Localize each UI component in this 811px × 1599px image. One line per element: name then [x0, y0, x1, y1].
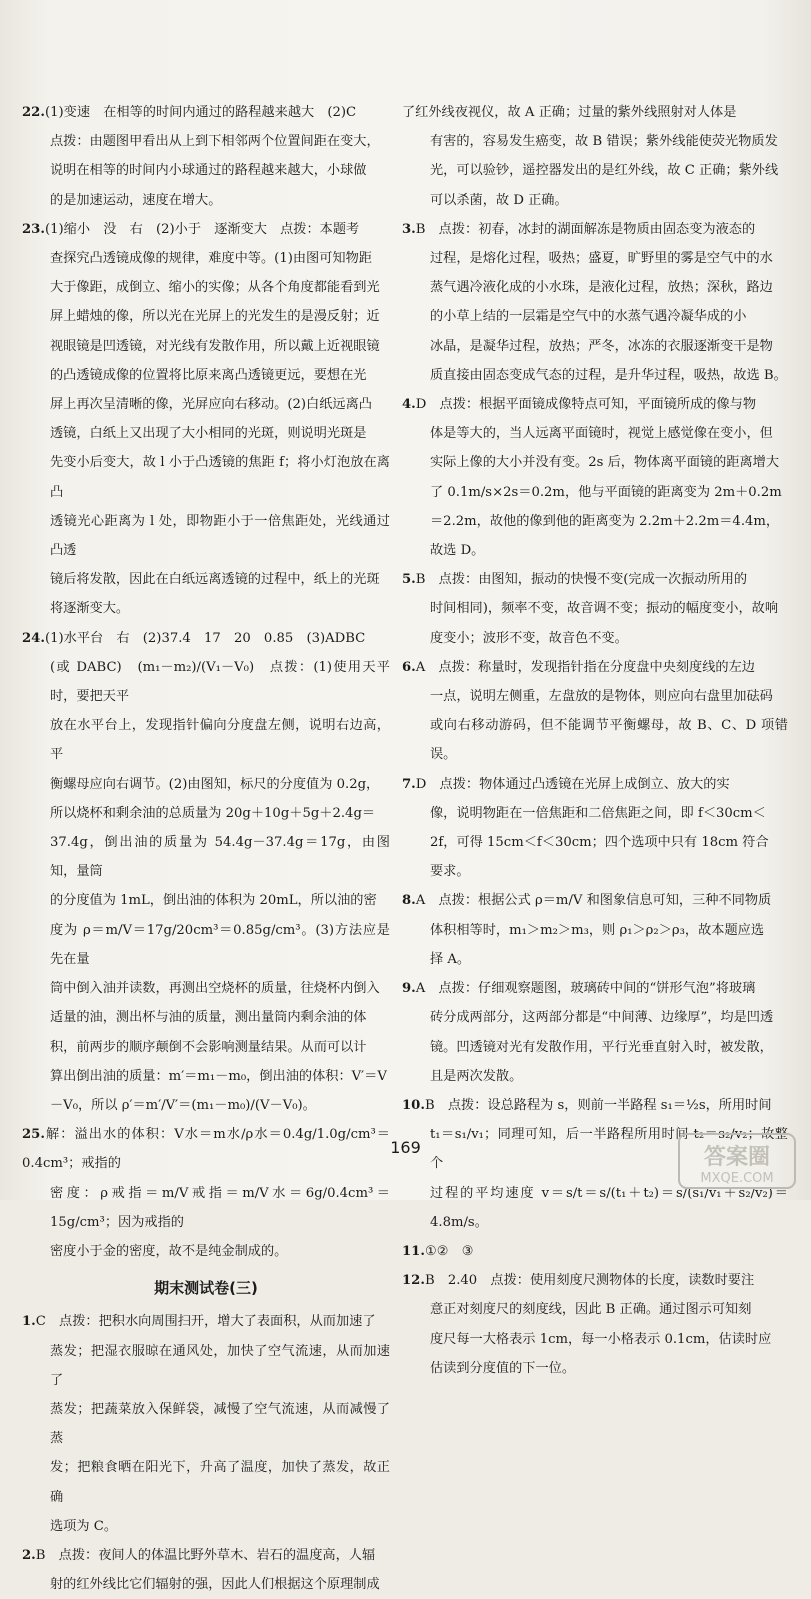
answer-line: [402, 653, 788, 682]
answer-text: 要求。: [430, 864, 470, 880]
answer-text: 过程，是熔化过程，吸热；盛夏，旷野里的雾是空气中的水: [430, 251, 773, 267]
answer-text: 透镜光心距离为 l 处，即物距小于一倍焦距处，光线通过凸透: [50, 513, 390, 559]
answer-line: [22, 332, 390, 361]
answer-text: B 点拨：初春，冰封的湖面解冻是物质由固态变为液态的: [415, 221, 756, 237]
answer-text: 蒸发；把蔬菜放入保鲜袋，减慢了空气流速，从而减慢了蒸: [50, 1401, 390, 1447]
answer-line: [22, 1453, 390, 1511]
answer-text: 过程的平均速度 v＝s/t＝s/(t₁＋t₂)＝s/(s₁/v₁＋s₂/v₂)＝4.8m/s。: [430, 1185, 788, 1230]
answer-number: 7.: [402, 776, 416, 792]
answer-number: 8.: [402, 893, 416, 909]
answer-item: [402, 565, 788, 653]
answer-text: 体积相等时，m₁＞m₂＞m₃，则 ρ₁＞ρ₂＞ρ₃，故本题应选: [430, 922, 765, 938]
answer-line: [22, 244, 390, 273]
answer-text: ①② ③: [424, 1243, 474, 1259]
answer-item: [22, 215, 390, 624]
answer-line: [402, 1091, 788, 1120]
answer-text: 或向右移动游码，但不能调节平衡螺母，故 B、C、D 项错误。: [430, 718, 788, 763]
answer-text: 射的红外线比它们辐射的强，因此人们根据这个原理制成: [50, 1577, 380, 1593]
answer-line: [22, 1033, 390, 1062]
answer-text: 度尺每一大格表示 1cm，每一小格表示 0.1cm，估读时应: [430, 1331, 772, 1347]
answer-line: [22, 916, 390, 974]
answer-text: 查探究凸透镜成像的规律，难度中等。(1)由图可知物距: [50, 251, 372, 267]
answer-number: 3.: [402, 221, 416, 237]
answer-line: [22, 1541, 390, 1570]
answer-line: [402, 127, 788, 156]
answer-text: 的是加速运动，速度在增大。: [50, 192, 222, 208]
answer-line: [402, 302, 788, 331]
answer-line: [22, 1237, 390, 1266]
answer-line: [22, 799, 390, 828]
answer-line: [22, 770, 390, 799]
answer-item: [22, 1307, 390, 1541]
answer-text: 屏上再次呈清晰的像，光屏应向右移动。(2)白纸远离凸: [50, 397, 372, 413]
answer-line: [22, 127, 390, 156]
answer-line: [402, 594, 788, 623]
answer-text: 故选 D。: [430, 543, 485, 559]
answer-text: A 点拨：称量时，发现指针指在分度盘中央刻度线的左边: [415, 659, 755, 675]
answer-number: 23.: [22, 221, 45, 237]
answer-text: 放在水平台上，发现指针偏向分度盘左侧，说明右边高，平: [50, 718, 390, 763]
answer-line: [402, 1062, 788, 1091]
answer-text: A 点拨：仔细观察题图，玻璃砖中间的“饼形气泡”将玻璃: [415, 981, 756, 997]
answer-text: 有害的，容易发生癌变，故 B 错误；紫外线能使荧光物质发: [430, 134, 778, 150]
answer-line: [402, 770, 788, 799]
answer-line: [402, 448, 788, 477]
answer-line: [402, 857, 788, 886]
answer-text: (1)变速 在相等的时间内通过的路程越来越大 (2)C: [44, 105, 357, 120]
answer-item: [22, 98, 390, 215]
answer-line: [402, 273, 788, 302]
answer-line: [402, 156, 788, 185]
answer-line: [22, 1512, 390, 1541]
answer-text: 且是两次发散。: [430, 1068, 523, 1084]
answer-text: 的凸透镜成像的位置将比原来离凸透镜更远，要想在光: [50, 367, 367, 383]
answer-line: [22, 653, 390, 711]
answer-text: B 2.40 点拨：使用刻度尺测物体的长度，读数时要注: [424, 1273, 755, 1289]
answer-line: [402, 1354, 788, 1383]
answer-line: [22, 98, 390, 127]
answer-text: 筒中倒入油并读数，再测出空烧杯的质量，往烧杯内倒入: [50, 981, 380, 997]
answer-item: [402, 886, 788, 974]
answer-text: 解：溢出水的体积：V水＝m水/ρ水＝0.4g/1.0g/cm³＝0.4cm³；戒指的: [22, 1127, 390, 1172]
answer-text: 质直接由固态变成气态的过程，是升华过程，吸热，故选 B。: [430, 367, 787, 383]
answer-line: [402, 98, 788, 127]
answer-text: 砖分成两部分，这两部分都是“中间薄、边缘厚”，均是凹透: [430, 1010, 774, 1026]
answer-text: 像，说明物距在一倍焦距和二倍焦距之间，即 f＜30cm＜: [430, 805, 766, 821]
answer-line: [22, 974, 390, 1003]
answer-line: [402, 974, 788, 1003]
answer-line: [402, 536, 788, 565]
answer-line: [22, 594, 390, 623]
answer-line: [22, 1062, 390, 1091]
svg-text:MXQE.COM: MXQE.COM: [700, 1171, 774, 1186]
answer-line: [22, 361, 390, 390]
answer-line: [22, 186, 390, 215]
answer-text: B 点拨：设总路程为 s，则前一半路程 s₁＝½s，所用时间: [424, 1097, 772, 1113]
answer-text: 蒸气遇冷液化成的小水珠，是液化过程，放热；深秋，路边: [430, 280, 773, 296]
answer-line: [22, 1179, 390, 1237]
answer-line: [402, 1325, 788, 1354]
answer-line: [402, 565, 788, 594]
answer-line: [402, 711, 788, 769]
answer-text: 适量的油，测出杯与油的质量，测出量筒内剩余油的体: [50, 1010, 367, 1026]
answer-text: 说明在相等的时间内小球通过的路程越来越大，小球做: [50, 163, 367, 179]
answer-line: [402, 916, 788, 945]
answer-text: 密度小于金的密度，故不是纯金制成的。: [50, 1243, 288, 1259]
answer-number: 9.: [402, 981, 416, 997]
answer-text: 体是等大的，当人远离平面镜时，视觉上感觉像在变小，但: [430, 426, 773, 442]
answer-item: [402, 390, 788, 565]
answer-text: 密度：ρ戒指＝m/V戒指＝m/V水＝6g/0.4cm³＝15g/cm³；因为戒指的: [50, 1185, 390, 1230]
answer-text: 可以杀菌，故 D 正确。: [430, 192, 568, 208]
answer-number: 11.: [402, 1243, 425, 1259]
answer-line: [22, 273, 390, 302]
answer-line: [22, 711, 390, 769]
answer-text: 度变小；波形不变，故音色不变。: [430, 630, 628, 646]
answer-number: 5.: [402, 572, 416, 588]
answer-text: ＝2.2m，故他的像到他的距离变为 2.2m＋2.2m＝4.4m，: [430, 513, 780, 529]
answer-text: 的小草上结的一层霜是空气中的水蒸气遇冷凝华成的小: [430, 309, 747, 325]
answer-text: 蒸发；把湿衣服晾在通风处，加快了空气流速，从而加速了: [50, 1343, 390, 1388]
answer-text: 镜。凹透镜对光有发散作用，平行光垂直射入时，被发散，: [430, 1039, 773, 1055]
answer-text: 光，可以验钞，遥控器发出的是红外线，故 C 正确；紫外线: [430, 163, 779, 179]
answer-text: 择 A。: [430, 951, 471, 967]
answer-line: [22, 390, 390, 419]
answer-text: 先变小后变大，故 l 小于凸透镜的焦距 f；将小灯泡放在离凸: [50, 455, 390, 500]
answer-line: [402, 419, 788, 448]
answer-line: [402, 507, 788, 536]
answer-text: D 点拨：物体通过凸透镜在光屏上成倒立、放大的实: [415, 776, 730, 792]
answer-line: [402, 1295, 788, 1324]
answer-line: [402, 1033, 788, 1062]
answer-line: [22, 565, 390, 594]
svg-text:答案圈: 答案圈: [703, 1145, 771, 1170]
answer-number: 6.: [402, 659, 416, 675]
answer-line: [22, 1395, 390, 1453]
answer-text: －V₀，所以 ρ′＝m′/V′＝(m₁－m₀)/(V－V₀)。: [50, 1097, 316, 1113]
answer-text: 发；把粮食晒在阳光下，升高了温度，加快了蒸发，故正确: [50, 1460, 390, 1505]
answer-text: B 点拨：由图知，振动的快慢不变(完成一次振动所用的: [415, 572, 748, 588]
answer-line: [402, 945, 788, 974]
answer-text: 选项为 C。: [50, 1518, 118, 1534]
left-column: [22, 98, 390, 1599]
answer-line: [22, 1337, 390, 1395]
answer-text: 度为 ρ＝m/V＝17g/20cm³＝0.85g/cm³。(3)方法应是先在量: [50, 922, 390, 967]
answer-line: [22, 448, 390, 506]
answer-line: [22, 886, 390, 915]
answer-item: [402, 215, 788, 390]
answer-item: [402, 1237, 788, 1266]
answer-text: 意正对刻度尺的刻度线，因此 B 正确。通过图示可知刻: [430, 1302, 752, 1318]
answer-text: 点拨：由题图甲看出从上到下相邻两个位置间距在变大，: [50, 134, 380, 150]
answer-line: [22, 1091, 390, 1120]
answer-line: [402, 828, 788, 857]
answer-text: 所以烧杯和剩余油的总质量为 20g＋10g＋5g＋2.4g＝: [50, 805, 376, 821]
answer-number: 24.: [22, 630, 45, 646]
answer-text: 算出倒出油的质量：m′＝m₁－m₀，倒出油的体积：V′＝V: [50, 1068, 387, 1084]
answer-item: [402, 770, 788, 887]
answer-line: [402, 682, 788, 711]
answer-number: 10.: [402, 1097, 425, 1113]
answer-line: [22, 419, 390, 448]
answer-text: t₁＝s₁/v₁；同理可知，后一半路程所用时间 t₂＝s₂/v₂；故整个: [430, 1127, 788, 1172]
answer-number: 4.: [402, 397, 416, 413]
answer-item: [22, 1541, 390, 1599]
answer-line: [22, 1570, 390, 1599]
answer-text: B 点拨：夜间人的体温比野外草木、岩石的温度高，人辐: [35, 1547, 376, 1563]
answer-text: 屏上蜡烛的像，所以光在光屏上的光发生的是漫反射；近: [50, 309, 380, 325]
answer-line: [402, 1237, 788, 1266]
answer-number: 1.: [22, 1314, 36, 1330]
answer-text: 时间相同)，频率不变，故音调不变；振动的幅度变小，故响: [430, 601, 779, 617]
answer-item: [402, 653, 788, 770]
answer-text: 估读到分度值的下一位。: [430, 1360, 576, 1376]
answer-line: [22, 1307, 390, 1336]
answer-line: [402, 390, 788, 419]
answer-item: [22, 624, 390, 1120]
answer-text: 透镜，白纸上又出现了大小相同的光斑，则说明光斑是: [50, 426, 367, 442]
answer-text: C 点拨：把积水向周围扫开，增大了表面积，从而加速了: [35, 1314, 376, 1330]
answer-text: 实际上像的大小并没有变。2s 后，物体离平面镜的距离增大: [430, 455, 780, 471]
answer-text: 的分度值为 1mL，倒出油的体积为 20mL，所以油的密: [50, 893, 377, 909]
answer-text: (1)水平台 右 (2)37.4 17 20 0.85 (3)ADBC: [44, 630, 366, 646]
answer-text: 视眼镜是凹透镜，对光线有发散作用，所以戴上近视眼镜: [50, 338, 380, 354]
answer-line: [402, 1003, 788, 1032]
answer-line: [402, 244, 788, 273]
answer-text: 冰晶，是凝华过程，放热；严冬，冰冻的衣服逐渐变干是物: [430, 338, 773, 354]
answer-line: [22, 507, 390, 565]
answer-line: [22, 624, 390, 653]
answer-text: 衡螺母应向右调节。(2)由图知，标尺的分度值为 0.2g，: [50, 776, 380, 792]
answer-number: 22.: [22, 105, 45, 120]
answer-number: 2.: [22, 1547, 36, 1563]
answer-line: [22, 828, 390, 886]
answer-line: [22, 215, 390, 244]
answer-item: [402, 98, 788, 215]
watermark-logo: [677, 1130, 797, 1192]
answer-line: [402, 215, 788, 244]
answer-text: 了红外线夜视仪，故 A 正确；过量的紫外线照射对人体是: [402, 105, 737, 120]
answer-text: (1)缩小 没 右 (2)小于 逐渐变大 点拨：本题考: [44, 221, 360, 237]
answer-text: 积，前两步的顺序颠倒不会影响测量结果。从而可以计: [50, 1039, 367, 1055]
answer-line: [22, 156, 390, 185]
answer-line: [402, 799, 788, 828]
answer-text: (或 DABC) (m₁－m₂)/(V₁－V₀) 点拨：(1)使用天平时，要把天平: [50, 659, 390, 705]
answer-line: [402, 478, 788, 507]
answer-line: [402, 186, 788, 215]
answer-text: D 点拨：根据平面镜成像特点可知，平面镜所成的像与物: [415, 397, 757, 413]
answer-text: 了 0.1m/s×2s＝0.2m，他与平面镜的距离变为 2m＋0.2m: [430, 484, 782, 500]
answer-text: 镜后将发散，因此在白纸远离透镜的过程中，纸上的光斑: [50, 572, 380, 588]
answer-text: 将逐渐变大。: [50, 601, 130, 617]
answer-line: [402, 332, 788, 361]
answer-text: 2f，可得 15cm＜f＜30cm；四个选项中只有 18cm 符合: [430, 835, 769, 851]
answer-line: [402, 624, 788, 653]
answer-line: [402, 1266, 788, 1295]
answer-item: [402, 1266, 788, 1383]
page-number: 169: [390, 1138, 421, 1157]
answer-line: [22, 1003, 390, 1032]
answer-text: 一点，说明左侧重，左盘放的是物体，则应向右盘里加砝码: [430, 689, 773, 705]
answer-number: 12.: [402, 1273, 425, 1289]
answer-item: [402, 974, 788, 1091]
answer-text: 大于像距，成倒立、缩小的实像；从各个角度都能看到光: [50, 280, 380, 296]
answer-line: [402, 886, 788, 915]
answer-text: A 点拨：根据公式 ρ＝m/V 和图象信息可知，三种不同物质: [415, 893, 772, 909]
answer-text: 37.4g，倒出油的质量为 54.4g－37.4g＝17g，由图知，量筒: [50, 835, 390, 880]
answer-number: 25.: [22, 1127, 45, 1143]
answer-line: [22, 302, 390, 331]
answer-line: [402, 361, 788, 390]
section-title: 期末测试卷(三): [154, 1279, 258, 1298]
